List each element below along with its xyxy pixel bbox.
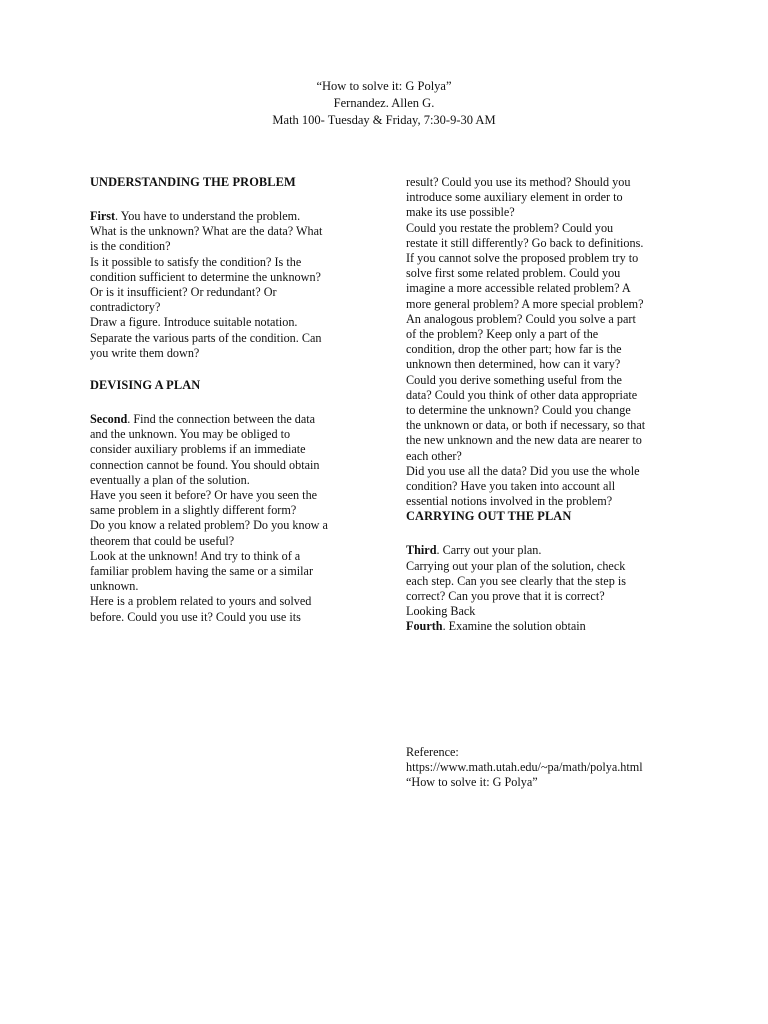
text-line: Do you know a related problem? Do you know a — [90, 518, 328, 533]
text-line: . Find the connection between the data — [127, 412, 316, 427]
text-line: unknown then determined, how can it vary? — [406, 357, 621, 372]
text-line: is the condition? — [90, 239, 171, 254]
step-label-first: First — [90, 209, 116, 223]
text-line: introduce some auxiliary element in order to — [406, 190, 623, 205]
text-line: unknown. — [90, 579, 139, 594]
text-line: Did you use all the data? Did you use the whole — [406, 463, 640, 478]
text-line: . Examine the solution obtain — [442, 619, 586, 634]
author-name: Fernandez. Allen G. — [333, 96, 435, 110]
text-line: . You have to understand the problem. — [115, 209, 301, 223]
text-line: more general problem? A more special problem? — [406, 296, 644, 311]
text-line: correct? Can you prove that it is correct? — [406, 589, 605, 604]
text-line: condition, drop the other part; how far is the — [406, 342, 622, 357]
text-line: you write them down? — [90, 345, 200, 360]
text-line: Could you derive something useful from the — [406, 372, 622, 387]
text-line: the new unknown and the new data are nearer to — [406, 433, 642, 448]
section-heading-carrying: CARRYING OUT THE PLAN — [406, 509, 572, 524]
text-line: Draw a figure. Introduce suitable notation. — [90, 315, 298, 330]
text-line: Have you seen it before? Or have you seen the — [90, 488, 318, 503]
document-title: “How to solve it: G Polya” — [316, 79, 452, 93]
devising-continued-paragraph — [406, 175, 691, 509]
text-line: each other? — [406, 448, 462, 463]
text-line: the unknown or data, or both if necessary, so that — [406, 418, 646, 433]
looking-back-label: Looking Back — [406, 604, 476, 619]
text-line: connection cannot be found. You should obtain — [90, 457, 320, 472]
reference-title: “How to solve it: G Polya” — [406, 775, 538, 790]
text-line: Look at the unknown! And try to think of a — [90, 548, 301, 563]
text-line: data? Could you think of other data appropriate — [406, 387, 638, 402]
text-line: same problem in a slightly different form? — [90, 503, 297, 518]
reference-label: Reference: — [406, 745, 459, 759]
text-line: Or is it insufficient? Or redundant? Or — [90, 285, 277, 300]
right-column — [406, 175, 691, 635]
text-line: imagine a more accessible related problem? A — [406, 281, 631, 296]
text-line: essential notions involved in the problem? — [406, 494, 613, 509]
text-line: Could you restate the problem? Could you — [406, 220, 614, 235]
text-line: theorem that could be useful? — [90, 533, 235, 548]
text-line: restate it still differently? Go back to definitions. — [406, 235, 644, 250]
text-line: Separate the various parts of the condition. Can — [90, 330, 322, 345]
understanding-paragraph — [90, 209, 365, 361]
text-line: condition sufficient to determine the unknown? — [90, 269, 321, 284]
document-header — [0, 78, 768, 129]
step-label-third: Third — [406, 543, 437, 558]
text-line: of the problem? Keep only a part of the — [406, 327, 599, 342]
reference-url: https://www.math.utah.edu/~pa/math/polya.html — [406, 760, 643, 775]
left-column — [90, 175, 365, 625]
text-line: solve first some related problem. Could you — [406, 266, 621, 281]
text-line: consider auxiliary problems if an immediate — [90, 442, 306, 457]
text-line: condition? Have you taken into account all — [406, 479, 616, 494]
text-line: each step. Can you see clearly that the step is — [406, 573, 626, 588]
text-line: and the unknown. You may be obliged to — [90, 427, 291, 442]
text-line: Carrying out your plan of the solution, check — [406, 558, 626, 573]
text-line: to determine the unknown? Could you change — [406, 403, 631, 418]
text-line: make its use possible? — [406, 205, 515, 220]
reference-block — [406, 745, 706, 791]
text-line: result? Could you use its method? Should you — [406, 175, 631, 189]
text-line: familiar problem having the same or a similar — [90, 564, 314, 579]
text-line: If you cannot solve the proposed problem try to — [406, 251, 639, 266]
section-heading-understanding: UNDERSTANDING THE PROBLEM — [90, 175, 296, 189]
text-line: before. Could you use it? Could you use its — [90, 609, 301, 624]
text-line: Here is a problem related to yours and solved — [90, 594, 312, 609]
step-label-fourth: Fourth — [406, 619, 443, 634]
text-line: . Carry out your plan. — [436, 543, 542, 558]
devising-paragraph — [90, 412, 365, 625]
text-line: An analogous problem? Could you solve a part — [406, 311, 636, 326]
text-line: Is it possible to satisfy the condition? Is the — [90, 254, 302, 269]
text-line: eventually a plan of the solution. — [90, 472, 250, 487]
text-line: What is the unknown? What are the data? What — [90, 224, 323, 239]
section-heading-devising: DEVISING A PLAN — [90, 378, 201, 393]
carrying-paragraph — [406, 543, 691, 634]
course-info: Math 100- Tuesday & Friday, 7:30-9-30 AM — [272, 113, 496, 127]
text-line: contradictory? — [90, 300, 161, 315]
step-label-second: Second — [90, 412, 128, 427]
